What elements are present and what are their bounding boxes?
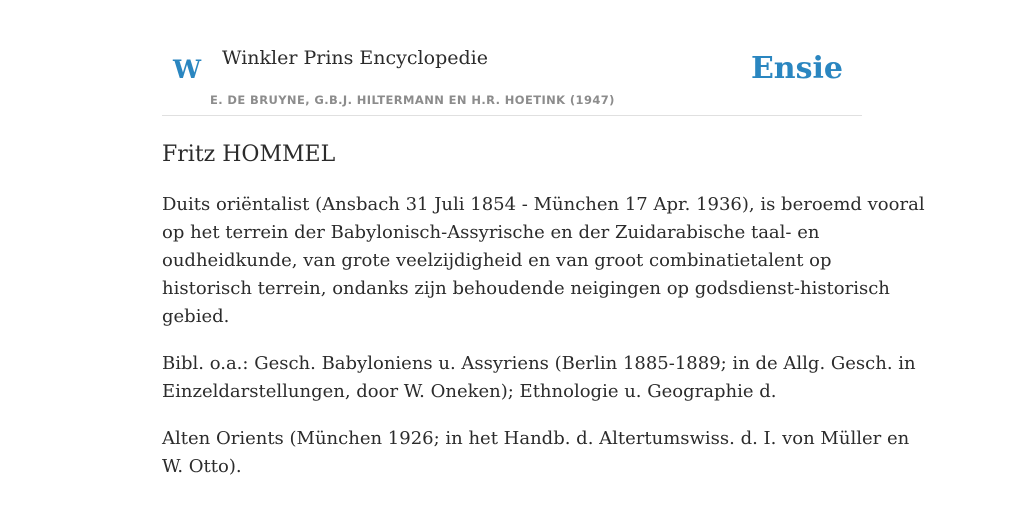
paragraph-line: Duits oriëntalist (Ansbach 31 Juli 1854 - München 17 Apr. 1936), is beroemd vooral	[162, 194, 925, 215]
paragraph-line: historisch terrein, ondanks zijn behoudende neigingen op godsdienst-historisch	[162, 278, 890, 299]
article	[162, 138, 925, 500]
article-paragraph	[162, 350, 916, 406]
article-paragraph	[162, 425, 910, 481]
article-paragraph	[162, 191, 925, 331]
winkler-prins-logo[interactable]: W	[173, 55, 202, 84]
paragraph-line: W. Otto).	[162, 456, 242, 477]
paragraph-line: Bibl. o.a.: Gesch. Babyloniens u. Assyriens (Berlin 1885-1889; in de Allg. Gesch. in	[162, 353, 916, 374]
paragraph-line: op het terrein der Babylonisch-Assyrische en der Zuidarabische taal- en	[162, 222, 820, 243]
paragraph-line: oudheidkunde, van grote veelzijdigheid en van groot combinatietalent op	[162, 250, 832, 271]
encyclopedia-title[interactable]: Winkler Prins Encyclopedie	[222, 47, 488, 69]
site-header	[162, 38, 862, 116]
paragraph-line: Alten Orients (München 1926; in het Handb. d. Altertumswiss. d. I. von Müller en	[162, 428, 910, 449]
encyclopedia-authors: E. DE BRUYNE, G.B.J. HILTERMANN EN H.R. HOETINK (1947)	[210, 93, 615, 107]
paragraph-line: Einzeldarstellungen, door W. Oneken); Ethnologie u. Geographie d.	[162, 381, 777, 402]
ensie-logo[interactable]: Ensie	[750, 51, 843, 86]
article-title: Fritz HOMMEL	[162, 142, 336, 167]
article-body	[162, 191, 925, 481]
paragraph-line: gebied.	[162, 306, 230, 327]
